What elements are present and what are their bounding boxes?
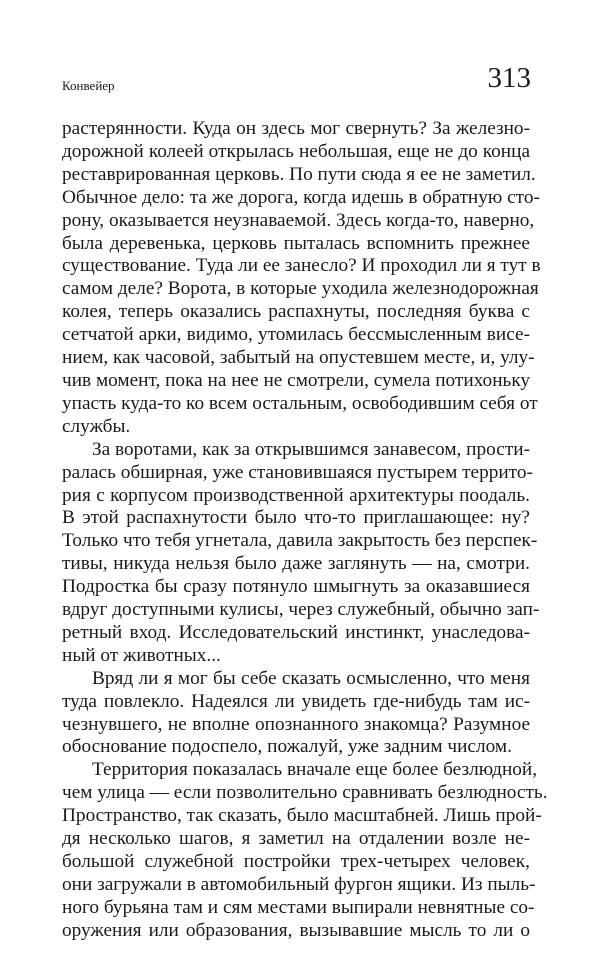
text-line: Территория показалась вначале еще более безлюдной, — [92, 759, 538, 781]
text-line: вдруг доступными кулисы, через служебный, обычно зап- — [62, 599, 540, 621]
text-line: За воротами, как за открывшимся занавесом, прости- — [92, 438, 530, 460]
text-line: дорожной колеей открылась небольшая, еще не до конца — [62, 140, 530, 162]
text-line: тивы, никуда нельзя было даже заглянуть — на, смотри. — [62, 553, 530, 575]
text-line: обоснование подоспело, пожалуй, уже задним числом. — [62, 736, 512, 758]
text-line: чезнувшего, не вполне опознанного знакомца? Разумное — [62, 713, 530, 735]
text-line: они загружали в автомобильный фургон ящики. Из пыль- — [62, 873, 536, 895]
body-text — [62, 118, 548, 943]
running-head: Конвейер — [62, 78, 115, 93]
text-line: рону, оказывается неузнаваемой. Здесь когда-то, наверно, — [62, 209, 535, 231]
text-line: существование. Туда ли ее занесло? И проходил ли я тут в — [62, 255, 541, 277]
text-line: ретный вход. Исследовательский инстинкт, унаследова- — [62, 621, 530, 643]
page-number: 313 — [487, 62, 531, 94]
text-line: Обычное дело: та же дорога, когда идешь в обратную сто- — [62, 186, 540, 208]
text-line: растерянности. Куда он здесь мог свернуть? За железно- — [62, 118, 530, 139]
text-line: дя несколько шагов, я заметил на отдалении возле не- — [62, 828, 530, 850]
text-line: нием, как часовой, забытый на опустевшем месте, и, улу- — [62, 347, 535, 369]
text-line: оружения или образования, вызывавшие мысль то ли о — [62, 919, 530, 941]
text-line: Только что тебя угнетала, давила закрытость без перспек- — [62, 530, 538, 552]
text-line: Подростка бы сразу потянуло шмыгнуть за оказавшиеся — [62, 576, 530, 598]
text-line: рия с корпусом производственной архитектуры поодаль. — [62, 484, 530, 506]
text-line: службы. — [62, 415, 131, 437]
text-line: Пространство, так сказать, было масштабней. Лишь прой- — [62, 805, 542, 827]
text-line: Вряд ли я мог бы себе сказать осмысленно, что меня — [92, 667, 530, 689]
text-line: была деревенька, церковь пыталась вспомнить прежнее — [62, 232, 530, 254]
text-line: чив момент, пока на нее не смотрели, сумела потихоньку — [62, 369, 531, 391]
text-line: туда повлекло. Надеялся ли увидеть где-нибудь там ис- — [62, 690, 530, 712]
text-line: самом деле? Ворота, в которые уходила железнодорожная — [62, 278, 539, 300]
text-line: В этой распахнутости было что-то приглашающее: ну? — [62, 507, 530, 529]
text-line: сетчатой арки, видимо, утомилась бессмысленным висе- — [62, 324, 530, 346]
text-line: чем улица — если позволительно сравнивать безлюдность. — [62, 782, 548, 804]
text-line: реставрированная церковь. По пути сюда я ее не заметил. — [62, 163, 536, 185]
text-line: ного бурьяна там и сям местами выпирали невнятные со- — [62, 896, 535, 918]
text-line: ралась обширная, уже становившаяся пустырем террито- — [62, 461, 533, 483]
text-line: большой служебной постройки трех-четырех человек, — [62, 851, 530, 872]
text-line: упасть куда-то ко всем остальным, освободившим себя от — [62, 392, 538, 414]
text-line: колея, теперь оказались распахнуты, последняя буква с — [62, 301, 530, 323]
text-line: ный от животных... — [62, 644, 221, 666]
